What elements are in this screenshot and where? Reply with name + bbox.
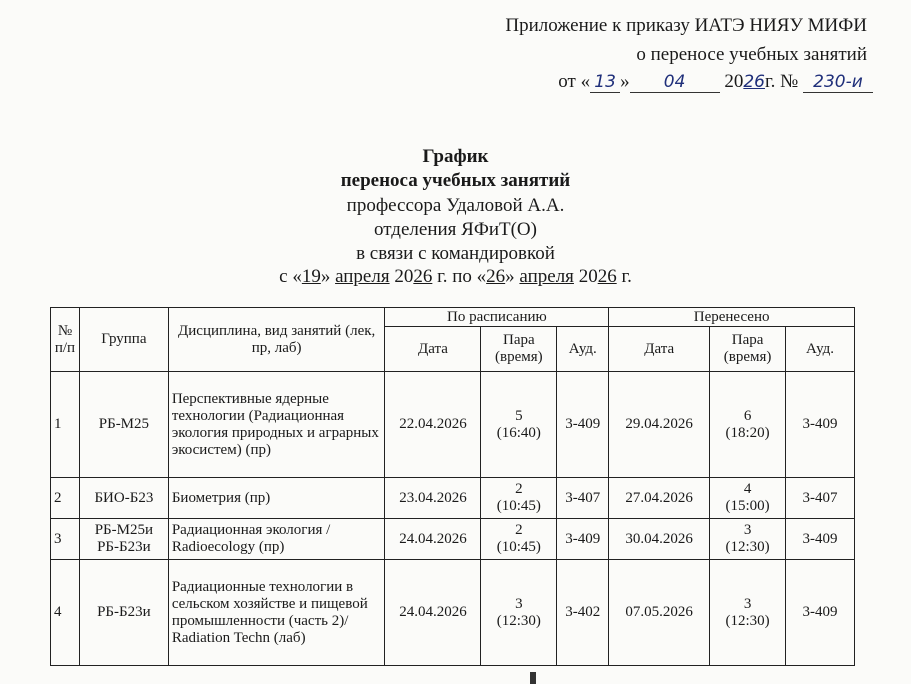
header-line-3 xyxy=(558,71,873,93)
table-row xyxy=(51,372,855,478)
row-group: РБ-Б23и xyxy=(79,560,168,666)
row-room-moved: 3-407 xyxy=(786,478,855,519)
row-number: 2 xyxy=(51,478,80,519)
subheader-room: Ауд. xyxy=(557,327,609,372)
reason-line: в связи с командировкой xyxy=(356,243,555,264)
row-date-moved: 27.04.2026 xyxy=(609,478,710,519)
row-pair-moved xyxy=(710,372,786,478)
row-pair-moved xyxy=(710,478,786,519)
header-discipline: Дисциплина, вид занятий (лек, пр, лаб) xyxy=(168,308,385,372)
header-moved: Перенесено xyxy=(609,308,855,327)
header-schedule: По расписанию xyxy=(385,308,609,327)
header-line-2: о переносе учебных занятий xyxy=(636,44,867,65)
row-room-scheduled: 3-409 xyxy=(557,372,609,478)
row-room-moved: 3-409 xyxy=(786,372,855,478)
table-row xyxy=(51,478,855,519)
pair-time: (18:20) xyxy=(725,424,770,441)
page-edge-mark xyxy=(530,672,536,684)
header-number: № п/п xyxy=(51,308,80,372)
row-room-moved: 3-409 xyxy=(786,560,855,666)
row-date-moved: 07.05.2026 xyxy=(609,560,710,666)
table-row xyxy=(51,560,855,666)
order-number: 230-и xyxy=(803,72,873,93)
period-text: 20 xyxy=(573,266,598,287)
table-row xyxy=(51,519,855,560)
row-date-scheduled: 24.04.2026 xyxy=(385,519,481,560)
row-date-scheduled: 23.04.2026 xyxy=(385,478,481,519)
pair-number: 3 xyxy=(743,595,752,612)
period-text: 20 xyxy=(389,266,414,287)
pair-time: (15:00) xyxy=(725,498,770,514)
pair-number: 2 xyxy=(515,522,523,538)
pair-number: 6 xyxy=(743,407,752,424)
header-group: Группа xyxy=(79,308,168,372)
professor-line: профессора Удаловой А.А. xyxy=(346,195,565,216)
date-prefix: от « xyxy=(558,71,591,92)
row-group: РБ-М25 xyxy=(79,372,168,478)
period-year-from: 26 xyxy=(413,266,433,287)
date-mid: » xyxy=(620,71,630,92)
row-number: 1 xyxy=(51,372,80,478)
row-pair-scheduled xyxy=(481,478,557,519)
period-day-from: 19 xyxy=(301,266,321,287)
subheader-pair: Пара (время) xyxy=(710,327,786,372)
period-month-to: апреля xyxy=(519,266,574,287)
pair-number: 3 xyxy=(515,595,523,612)
row-room-scheduled: 3-402 xyxy=(557,560,609,666)
pair-number: 5 xyxy=(515,407,523,424)
row-discipline: Перспективные ядерные технологии (Радиационная экология природных и аграрных экосистем) (пр) xyxy=(168,372,385,478)
pair-time: (12:30) xyxy=(725,539,770,555)
row-discipline: Биометрия (пр) xyxy=(168,478,385,519)
row-date-moved: 29.04.2026 xyxy=(609,372,710,478)
period-year-to: 26 xyxy=(597,266,617,287)
pair-time: (12:30) xyxy=(725,612,770,629)
row-group: РБ-М25и РБ-Б23и xyxy=(79,519,168,560)
period-text: с « xyxy=(279,266,302,287)
pair-time: (12:30) xyxy=(496,612,541,629)
row-room-moved: 3-409 xyxy=(786,519,855,560)
order-day: 13 xyxy=(590,72,620,93)
pair-time: (16:40) xyxy=(496,424,541,441)
header-line-1: Приложение к приказу ИАТЭ НИЯУ МИФИ xyxy=(505,15,867,36)
row-pair-moved xyxy=(710,560,786,666)
row-number: 3 xyxy=(51,519,80,560)
pair-number: 3 xyxy=(743,522,752,538)
period-day-to: 26 xyxy=(486,266,506,287)
row-discipline: Радиационные технологии в сельском хозяйстве и пищевой промышленности (часть 2)/ Radiation Techn (лаб) xyxy=(168,560,385,666)
document-subtitle: переноса учебных занятий xyxy=(340,170,571,191)
row-group: БИО-Б23 xyxy=(79,478,168,519)
period-line xyxy=(0,266,911,288)
row-room-scheduled: 3-407 xyxy=(557,478,609,519)
row-date-moved: 30.04.2026 xyxy=(609,519,710,560)
year-prefix: 20 xyxy=(724,71,744,92)
pair-number: 4 xyxy=(743,481,752,497)
row-pair-scheduled xyxy=(481,560,557,666)
period-text: » xyxy=(320,266,336,287)
row-date-scheduled: 22.04.2026 xyxy=(385,372,481,478)
year-suffix: г. № xyxy=(764,71,799,92)
schedule-table xyxy=(50,307,855,666)
row-room-scheduled: 3-409 xyxy=(557,519,609,560)
order-month: 04 xyxy=(630,72,720,93)
row-pair-scheduled xyxy=(481,519,557,560)
period-text: г. по « xyxy=(432,266,487,287)
period-text: » xyxy=(505,266,520,287)
subheader-date: Дата xyxy=(385,327,481,372)
period-text: г. xyxy=(616,266,632,287)
row-discipline: Радиационная экология / Radioecology (пр) xyxy=(168,519,385,560)
pair-time: (10:45) xyxy=(496,539,541,555)
row-date-scheduled: 24.04.2026 xyxy=(385,560,481,666)
subheader-date: Дата xyxy=(609,327,710,372)
department-line: отделения ЯФиТ(О) xyxy=(374,219,537,240)
row-pair-scheduled xyxy=(481,372,557,478)
period-month-from: апреля xyxy=(335,266,390,287)
pair-number: 2 xyxy=(515,481,523,497)
row-number: 4 xyxy=(51,560,80,666)
subheader-room: Ауд. xyxy=(786,327,855,372)
pair-time: (10:45) xyxy=(496,498,541,514)
subheader-pair: Пара (время) xyxy=(481,327,557,372)
order-year: 26 xyxy=(743,72,765,92)
row-pair-moved xyxy=(710,519,786,560)
document-title: График xyxy=(422,146,489,167)
